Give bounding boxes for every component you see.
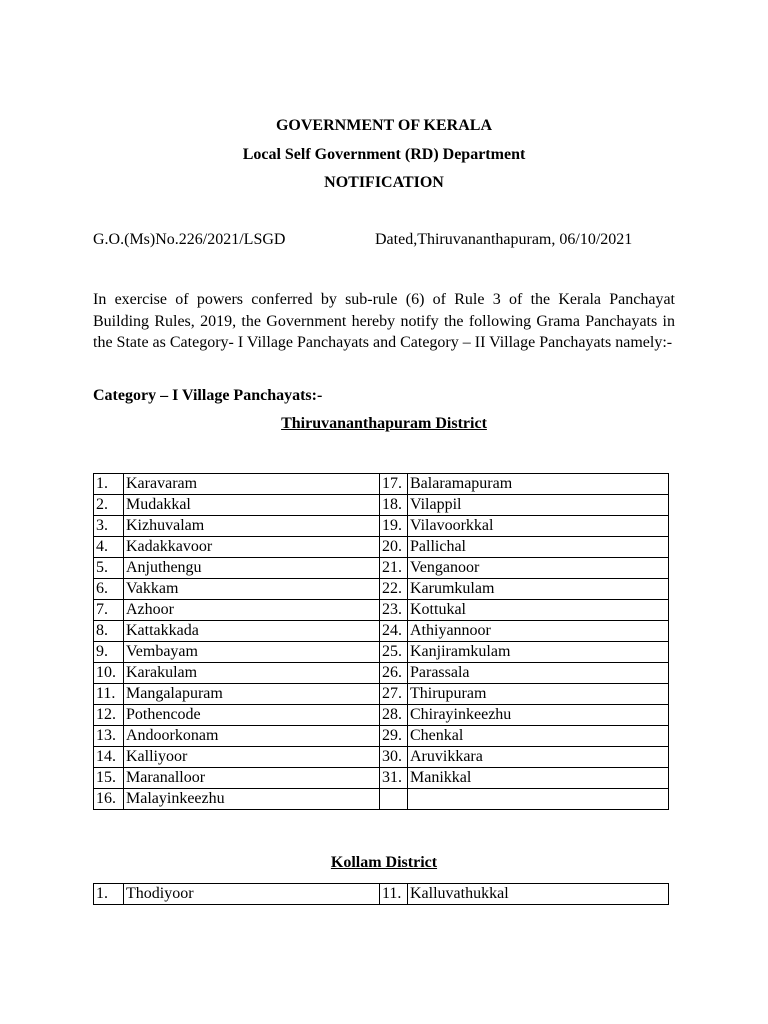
serial-number: 7. [94, 600, 124, 621]
panchayat-name: Venganoor [408, 558, 669, 579]
serial-number: 19. [380, 516, 408, 537]
panchayat-name: Karavaram [124, 474, 380, 495]
table-row [94, 789, 669, 810]
serial-number: 1. [94, 884, 124, 905]
district-heading-thiruvananthapuram [0, 414, 768, 434]
serial-number: 25. [380, 642, 408, 663]
table-row [94, 579, 669, 600]
notification-heading: NOTIFICATION [324, 174, 444, 191]
panchayat-name: Kottukal [408, 600, 669, 621]
serial-number: 9. [94, 642, 124, 663]
panchayat-name: Manikkal [408, 768, 669, 789]
panchayat-name: Vakkam [124, 579, 380, 600]
serial-number: 24. [380, 621, 408, 642]
panchayat-name: Malayinkeezhu [124, 789, 380, 810]
serial-number: 8. [94, 621, 124, 642]
table-row [94, 621, 669, 642]
panchayat-name [408, 789, 669, 810]
serial-number: 1. [94, 474, 124, 495]
serial-number: 4. [94, 537, 124, 558]
serial-number: 28. [380, 705, 408, 726]
serial-number: 5. [94, 558, 124, 579]
panchayat-table-thiruvananthapuram [93, 473, 669, 810]
panchayat-name: Vilavoorkkal [408, 516, 669, 537]
category-title: Category – I Village Panchayats:- [93, 387, 323, 404]
department-heading: Local Self Government (RD) Department [242, 146, 526, 163]
panchayat-name: Kadakkavoor [124, 537, 380, 558]
panchayat-name: Pothencode [124, 705, 380, 726]
serial-number: 26. [380, 663, 408, 684]
panchayat-name: Chirayinkeezhu [408, 705, 669, 726]
district-name: Kollam District [330, 854, 438, 871]
panchayat-name: Vilappil [408, 495, 669, 516]
serial-number: 16. [94, 789, 124, 810]
table-row [94, 537, 669, 558]
panchayat-name: Maranalloor [124, 768, 380, 789]
table-row [94, 768, 669, 789]
panchayat-name: Aruvikkara [408, 747, 669, 768]
panchayat-name: Parassala [408, 663, 669, 684]
serial-number: 27. [380, 684, 408, 705]
panchayat-name: Anjuthengu [124, 558, 380, 579]
panchayat-name: Azhoor [124, 600, 380, 621]
panchayat-name: Mudakkal [124, 495, 380, 516]
serial-number: 31. [380, 768, 408, 789]
table-row [94, 747, 669, 768]
panchayat-table-kollam [93, 883, 669, 905]
panchayat-name: Andoorkonam [124, 726, 380, 747]
panchayat-name: Thodiyoor [124, 884, 380, 905]
serial-number: 14. [94, 747, 124, 768]
table-row [94, 558, 669, 579]
table-row [94, 516, 669, 537]
serial-number: 29. [380, 726, 408, 747]
district-heading-kollam [0, 853, 768, 873]
panchayat-name: Kalluvathukkal [408, 884, 669, 905]
serial-number: 21. [380, 558, 408, 579]
body-paragraph: In exercise of powers conferred by sub-rule (6) of Rule 3 of the Kerala Panchayat Building Rules, 2019, the Government hereby notify the following Grama Panchayats in the State as Category- I Village Panchayats and Category – II Village Panchayats namely:- [93, 291, 675, 351]
government-heading: GOVERNMENT OF KERALA [275, 117, 492, 134]
serial-number [380, 789, 408, 810]
order-number: G.O.(Ms)No.226/2021/LSGD [93, 231, 286, 248]
panchayat-name: Mangalapuram [124, 684, 380, 705]
panchayat-name: Kattakkada [124, 621, 380, 642]
table-row [94, 663, 669, 684]
order-date: Dated,Thiruvananthapuram, 06/10/2021 [375, 231, 633, 248]
serial-number: 17. [380, 474, 408, 495]
table-row [94, 705, 669, 726]
panchayat-name: Balaramapuram [408, 474, 669, 495]
table-row [94, 474, 669, 495]
serial-number: 22. [380, 579, 408, 600]
serial-number: 20. [380, 537, 408, 558]
panchayat-name: Karumkulam [408, 579, 669, 600]
table-row [94, 884, 669, 905]
serial-number: 2. [94, 495, 124, 516]
panchayat-name: Kanjiramkulam [408, 642, 669, 663]
table-row [94, 600, 669, 621]
panchayat-name: Vembayam [124, 642, 380, 663]
table-row [94, 495, 669, 516]
panchayat-name: Thirupuram [408, 684, 669, 705]
serial-number: 6. [94, 579, 124, 600]
panchayat-name: Athiyannoor [408, 621, 669, 642]
panchayat-name: Kizhuvalam [124, 516, 380, 537]
serial-number: 11. [94, 684, 124, 705]
serial-number: 12. [94, 705, 124, 726]
district-name: Thiruvananthapuram District [281, 415, 487, 432]
panchayat-name: Kalliyoor [124, 747, 380, 768]
serial-number: 15. [94, 768, 124, 789]
table-row [94, 726, 669, 747]
panchayat-name: Pallichal [408, 537, 669, 558]
serial-number: 30. [380, 747, 408, 768]
serial-number: 18. [380, 495, 408, 516]
serial-number: 3. [94, 516, 124, 537]
serial-number: 23. [380, 600, 408, 621]
panchayat-name: Chenkal [408, 726, 669, 747]
serial-number: 13. [94, 726, 124, 747]
order-line [93, 230, 675, 250]
serial-number: 11. [380, 884, 408, 905]
serial-number: 10. [94, 663, 124, 684]
panchayat-name: Karakulam [124, 663, 380, 684]
table-row [94, 684, 669, 705]
table-row [94, 642, 669, 663]
